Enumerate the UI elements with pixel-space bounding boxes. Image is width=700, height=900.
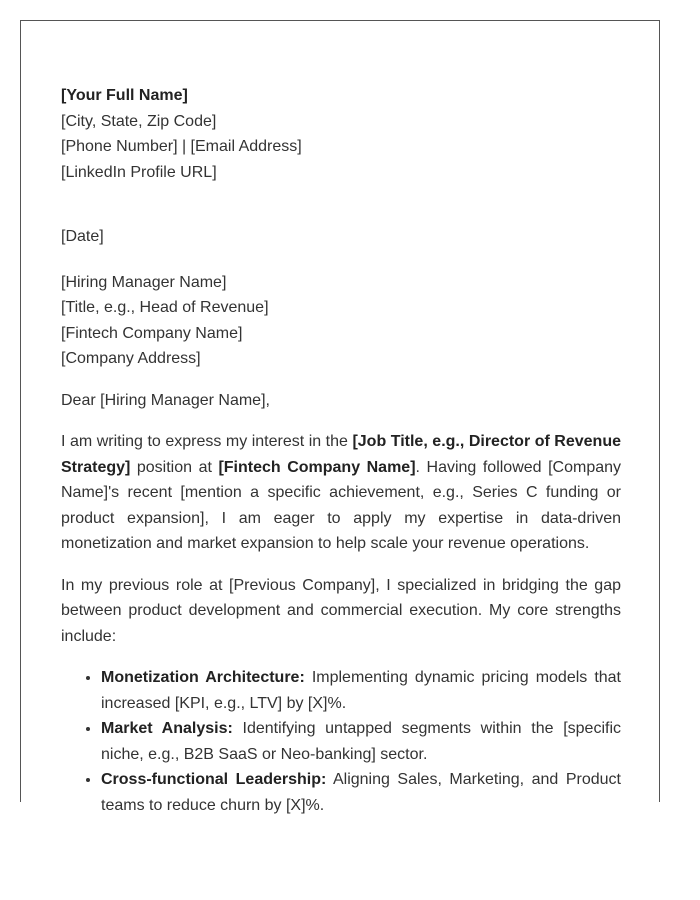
strengths-list (61, 665, 621, 818)
job-title: [Job Title, e.g., Director of Revenue Strategy] (61, 433, 622, 476)
spacer (61, 372, 621, 388)
recipient-block (61, 270, 621, 372)
salutation: Dear [Hiring Manager Name], (61, 391, 270, 409)
spacer (61, 185, 621, 224)
strength-text: Identifying untapped segments within the [specific niche, e.g., B2B SaaS or Neo-banking] sector. (101, 720, 621, 763)
list-item (101, 665, 621, 716)
strength-title: Cross-functional Leadership: (101, 771, 327, 788)
position-at-text: position at (130, 458, 219, 476)
sender-contact: [Phone Number] | [Email Address] (61, 138, 302, 155)
letter-content (61, 83, 621, 818)
sender-block (61, 83, 621, 185)
strength-title: Market Analysis: (101, 720, 233, 737)
recipient-title: [Title, e.g., Head of Revenue] (61, 299, 269, 316)
letter-date: [Date] (61, 228, 104, 245)
intro-text: I am writing to express my interest in the (61, 433, 353, 450)
strength-text: Implementing dynamic pricing models that increased [KPI, e.g., LTV] by [X]%. (101, 669, 622, 712)
recipient-name: [Hiring Manager Name] (61, 273, 227, 291)
paragraph-intro (61, 429, 621, 557)
recipient-company: [Fintech Company Name] (61, 324, 243, 342)
sender-location: [City, State, Zip Code] (61, 112, 217, 130)
list-item (101, 716, 621, 767)
sender-name: [Your Full Name] (61, 87, 188, 104)
letter-page (20, 20, 660, 814)
company-name: [Fintech Company Name] (218, 458, 416, 476)
strength-title: Monetization Architecture: (101, 669, 305, 686)
paragraph-experience: In my previous role at [Previous Company], I specialized in bridging the gap between product development and commercial execution. My core strengths include: (61, 576, 621, 645)
strength-text: Aligning Sales, Marketing, and Product teams to reduce churn by [X]%. (101, 771, 621, 814)
intro-rest-text: . Having followed [Company Name]'s recent [mention a specific achievement, e.g., Series C funding or product expansion], I am eager to apply my expertise in data-driven monetization and market expansion to help scale your revenue operations. (61, 458, 622, 552)
sender-linkedin: [LinkedIn Profile URL] (61, 163, 217, 181)
spacer (61, 250, 621, 270)
recipient-address: [Company Address] (61, 350, 201, 367)
list-item (101, 767, 621, 818)
